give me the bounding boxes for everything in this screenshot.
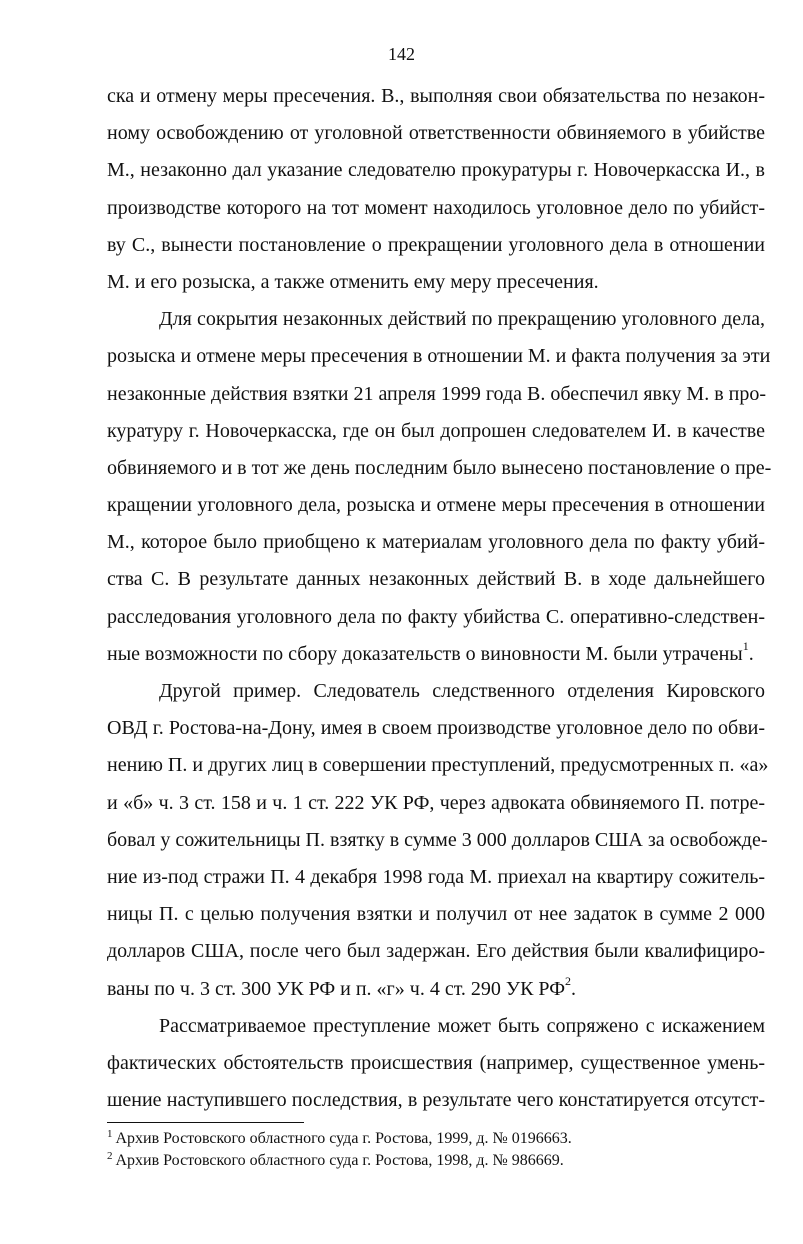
punctuation: . bbox=[571, 977, 577, 1000]
footnote bbox=[107, 1150, 765, 1172]
text-line: шение наступившего последствия, в результате чего констатируется отсутст- bbox=[107, 1089, 765, 1112]
text-line: Рассматриваемое преступление может быть сопряжено с искажением bbox=[159, 1014, 765, 1037]
footnote-mark: 2 bbox=[107, 1150, 113, 1162]
text-line: Для сокрытия незаконных действий по прекращению уголовного дела, bbox=[159, 308, 765, 331]
text-line: бовал у сожительницы П. взятку в сумме 3 000 долларов США за освобожде- bbox=[107, 828, 768, 851]
paragraph bbox=[107, 1008, 765, 1120]
text-line: ска и отмену меры пресечения. В., выполняя свои обязательства по незакон- bbox=[107, 85, 765, 107]
text-line: М., незаконно дал указание следователю прокуратуры г. Новочеркасска И., в bbox=[107, 159, 765, 182]
text-segment: ные возможности по сбору доказательств о виновности М. были утрачены bbox=[107, 642, 743, 665]
text-line: незаконные действия взятки 21 апреля 1999 года В. обеспечил явку М. в про- bbox=[107, 382, 766, 405]
text-line: долларов США, после чего был задержан. Его действия были квалифициро- bbox=[107, 940, 765, 963]
text-line: куратуру г. Новочеркасска, где он был допрошен следователем И. в качестве bbox=[107, 419, 765, 442]
text-line: М., которое было приобщено к материалам уголовного дела по факту убий- bbox=[107, 531, 765, 554]
text-line: нению П. и других лиц в совершении преступлений, предусмотренных п. «а» bbox=[107, 754, 769, 777]
text-line: ницы П. с целью получения взятки и получил от нее задаток в сумме 2 000 bbox=[107, 903, 765, 926]
footnotes bbox=[107, 1128, 765, 1172]
paragraph bbox=[107, 78, 765, 301]
footnote-text: Архив Ростовского областного суда г. Ростова, 1998, д. № 986669. bbox=[115, 1152, 564, 1169]
text-line: ОВД г. Ростова-на-Дону, имея в своем производстве уголовное дело по обви- bbox=[107, 717, 765, 740]
text-line: ние из-под стражи П. 4 декабря 1998 года М. приехал на квартиру сожитель- bbox=[107, 865, 765, 888]
text-line: М. и его розыска, а также отменить ему меру пресечения. bbox=[107, 270, 599, 293]
paragraph bbox=[107, 301, 772, 673]
text-line: производстве которого на тот момент находилось уголовное дело по убийст- bbox=[107, 196, 765, 219]
text-line-with-footnote bbox=[107, 636, 765, 673]
text-line: розыска и отмене меры пресечения в отношении М. и факта получения за эти bbox=[107, 345, 771, 368]
text-line: кращении уголовного дела, розыска и отмене меры пресечения в отношении bbox=[107, 494, 765, 517]
punctuation: . bbox=[748, 642, 754, 665]
paragraph bbox=[107, 673, 769, 1008]
text-line: ву С., вынести постановление о прекращении уголовного дела в отношении bbox=[107, 233, 765, 256]
text-line: ному освобождению от уголовной ответственности обвиняемого в убийстве bbox=[107, 122, 765, 145]
text-line: расследования уголовного дела по факту убийства С. оперативно-следствен- bbox=[107, 605, 765, 628]
text-line: фактических обстоятельств происшествия (например, существенное умень- bbox=[107, 1051, 765, 1074]
footnote-mark: 1 bbox=[107, 1128, 113, 1140]
footnote-separator bbox=[107, 1122, 304, 1123]
text-segment: ваны по ч. 3 ст. 300 УК РФ и п. «г» ч. 4 ст. 290 УК РФ bbox=[107, 977, 566, 1000]
footnote-ref[interactable]: 1 bbox=[742, 639, 749, 654]
footnote bbox=[107, 1128, 765, 1150]
text-line: обвиняемого и в тот же день последним было вынесено постановление о пре- bbox=[107, 456, 772, 479]
text-line-with-footnote bbox=[107, 971, 765, 1008]
text-line: и «б» ч. 3 ст. 158 и ч. 1 ст. 222 УК РФ, через адвоката обвиняемого П. потре- bbox=[107, 791, 765, 814]
text-line: ства С. В результате данных незаконных действий В. в ходе дальнейшего bbox=[107, 568, 765, 591]
page-number: 142 bbox=[388, 44, 415, 64]
text-line: Другой пример. Следователь следственного отделения Кировского bbox=[159, 680, 765, 702]
footnote-text: Архив Ростовского областного суда г. Ростова, 1999, д. № 0196663. bbox=[115, 1130, 572, 1147]
body-text bbox=[107, 78, 772, 1119]
footnote-ref[interactable]: 2 bbox=[565, 973, 572, 988]
